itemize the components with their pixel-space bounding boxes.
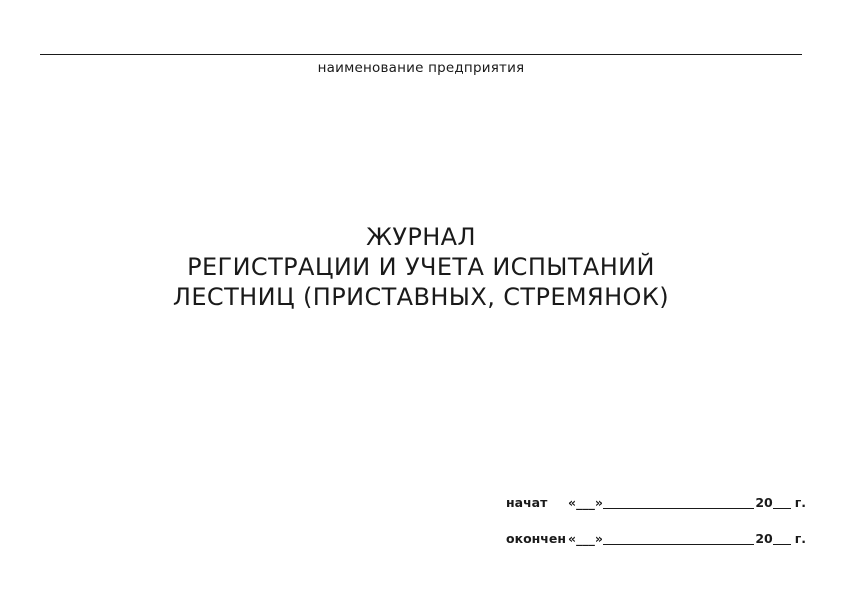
header-divider [40,54,802,55]
start-date-year-prefix: 20 [755,495,773,510]
date-fields-block [506,492,806,564]
start-date-label: начат [506,495,548,510]
start-date-row [506,492,806,510]
start-date-year-blank[interactable] [773,496,791,509]
end-date-label: окончен [506,531,566,546]
title-line-1: ЖУРНАЛ [366,223,476,251]
end-date-day-placeholder[interactable]: «___» [568,531,603,546]
end-date-year-blank[interactable] [773,532,791,545]
end-date-year-prefix: 20 [755,531,773,546]
end-date-row [506,528,806,546]
start-date-day-placeholder[interactable]: «___» [568,495,603,510]
end-date-month-blank[interactable] [603,532,754,545]
title-line-3: ЛЕСТНИЦ (ПРИСТАВНЫХ, СТРЕМЯНОК) [172,283,670,311]
enterprise-name-caption: наименование предприятия [317,60,525,76]
start-date-month-blank[interactable] [603,496,754,509]
start-date-year-suffix: г. [794,495,806,510]
end-date-year-suffix: г. [794,531,806,546]
document-title [60,222,782,312]
title-line-2: РЕГИСТРАЦИИ И УЧЕТА ИСПЫТАНИЙ [187,253,655,281]
